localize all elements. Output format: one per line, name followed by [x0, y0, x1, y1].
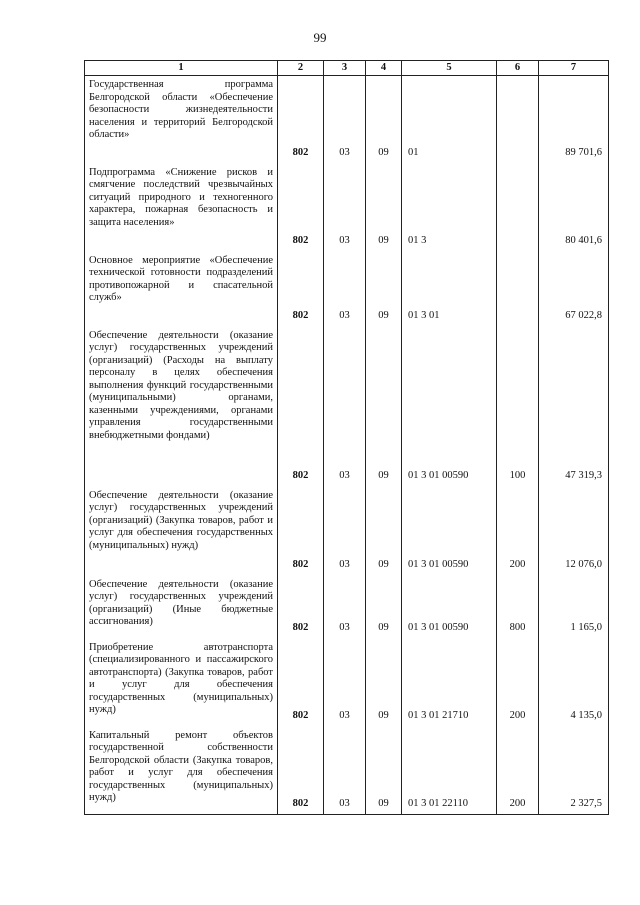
cell-subsection: 09 [366, 487, 402, 576]
cell-section: 03 [324, 164, 366, 252]
cell-subsection: 09 [366, 76, 402, 164]
row-name: Государственная программа Белгородской области «Обеспечение безопасности жизнедеятельности населения и территорий Белгородской области» [85, 76, 278, 164]
cell-subsection: 09 [366, 576, 402, 639]
cell-ministry-code: 802 [278, 164, 324, 252]
cell-target-article: 01 [402, 76, 497, 164]
cell-expense-type: 200 [497, 727, 539, 815]
table-row [85, 252, 609, 327]
cell-expense-type: 100 [497, 327, 539, 487]
cell-section: 03 [324, 487, 366, 576]
cell-amount: 12 076,0 [539, 487, 609, 576]
cell-ministry-code: 802 [278, 576, 324, 639]
cell-amount: 47 319,3 [539, 327, 609, 487]
row-name: Обеспечение деятельности (оказание услуг) государственных учреждений (организаций) (Закупка товаров, работ и услуг для обеспечения государственных (муниципальных) нужд) [85, 487, 278, 576]
cell-section: 03 [324, 576, 366, 639]
cell-subsection: 09 [366, 164, 402, 252]
cell-target-article: 01 3 01 00590 [402, 327, 497, 487]
cell-expense-type: 200 [497, 639, 539, 727]
row-name: Приобретение автотранспорта (специализированного и пассажирского автотранспорта) (Закупка товаров, работ и услуг для обеспечения государственных (муниципальных) нужд) [85, 639, 278, 727]
table-row [85, 576, 609, 639]
cell-amount: 89 701,6 [539, 76, 609, 164]
cell-expense-type: 200 [497, 487, 539, 576]
table-row [85, 639, 609, 727]
row-name: Обеспечение деятельности (оказание услуг) государственных учреждений (организаций) (Расходы на выплату персоналу в целях обеспечения выполнения функций государственными (муниципальными) органами, казенными учреждениями, органами управления государственными внебюджетными фондами) [85, 327, 278, 487]
cell-subsection: 09 [366, 252, 402, 327]
cell-amount: 2 327,5 [539, 727, 609, 815]
cell-ministry-code: 802 [278, 487, 324, 576]
header-col-2: 2 [278, 61, 324, 76]
header-col-6: 6 [497, 61, 539, 76]
row-name: Основное мероприятие «Обеспечение технической готовности подразделений противопожарной и спасательной служб» [85, 252, 278, 327]
header-col-4: 4 [366, 61, 402, 76]
cell-amount: 80 401,6 [539, 164, 609, 252]
cell-ministry-code: 802 [278, 639, 324, 727]
cell-expense-type [497, 164, 539, 252]
cell-section: 03 [324, 639, 366, 727]
cell-expense-type [497, 76, 539, 164]
cell-ministry-code: 802 [278, 727, 324, 815]
cell-expense-type: 800 [497, 576, 539, 639]
cell-ministry-code: 802 [278, 327, 324, 487]
cell-section: 03 [324, 727, 366, 815]
header-col-1: 1 [85, 61, 278, 76]
table-row [85, 327, 609, 487]
cell-subsection: 09 [366, 639, 402, 727]
cell-amount: 1 165,0 [539, 576, 609, 639]
row-name: Подпрограмма «Снижение рисков и смягчение последствий чрезвычайных ситуаций природного и техногенного характера, пожарная безопасность и защита населения» [85, 164, 278, 252]
row-name: Капитальный ремонт объектов государственной собственности Белгородской области (Закупка товаров, работ и услуг для обеспечения государственных (муниципальных) нужд) [85, 727, 278, 815]
row-name: Обеспечение деятельности (оказание услуг) государственных учреждений (организаций) (Иные бюджетные ассигнования) [85, 576, 278, 639]
cell-section: 03 [324, 327, 366, 487]
cell-ministry-code: 802 [278, 76, 324, 164]
cell-section: 03 [324, 76, 366, 164]
header-col-7: 7 [539, 61, 609, 76]
cell-target-article: 01 3 01 22110 [402, 727, 497, 815]
header-row [85, 61, 609, 76]
budget-table [84, 60, 609, 815]
header-col-3: 3 [324, 61, 366, 76]
cell-target-article: 01 3 01 00590 [402, 576, 497, 639]
cell-amount: 4 135,0 [539, 639, 609, 727]
cell-target-article: 01 3 01 [402, 252, 497, 327]
cell-amount: 67 022,8 [539, 252, 609, 327]
table-row [85, 76, 609, 164]
cell-section: 03 [324, 252, 366, 327]
cell-subsection: 09 [366, 727, 402, 815]
table-row [85, 727, 609, 815]
header-col-5: 5 [402, 61, 497, 76]
table-row [85, 164, 609, 252]
cell-subsection: 09 [366, 327, 402, 487]
table-row [85, 487, 609, 576]
cell-ministry-code: 802 [278, 252, 324, 327]
page-number: 99 [313, 30, 327, 45]
cell-target-article: 01 3 [402, 164, 497, 252]
cell-expense-type [497, 252, 539, 327]
cell-target-article: 01 3 01 00590 [402, 487, 497, 576]
cell-target-article: 01 3 01 21710 [402, 639, 497, 727]
